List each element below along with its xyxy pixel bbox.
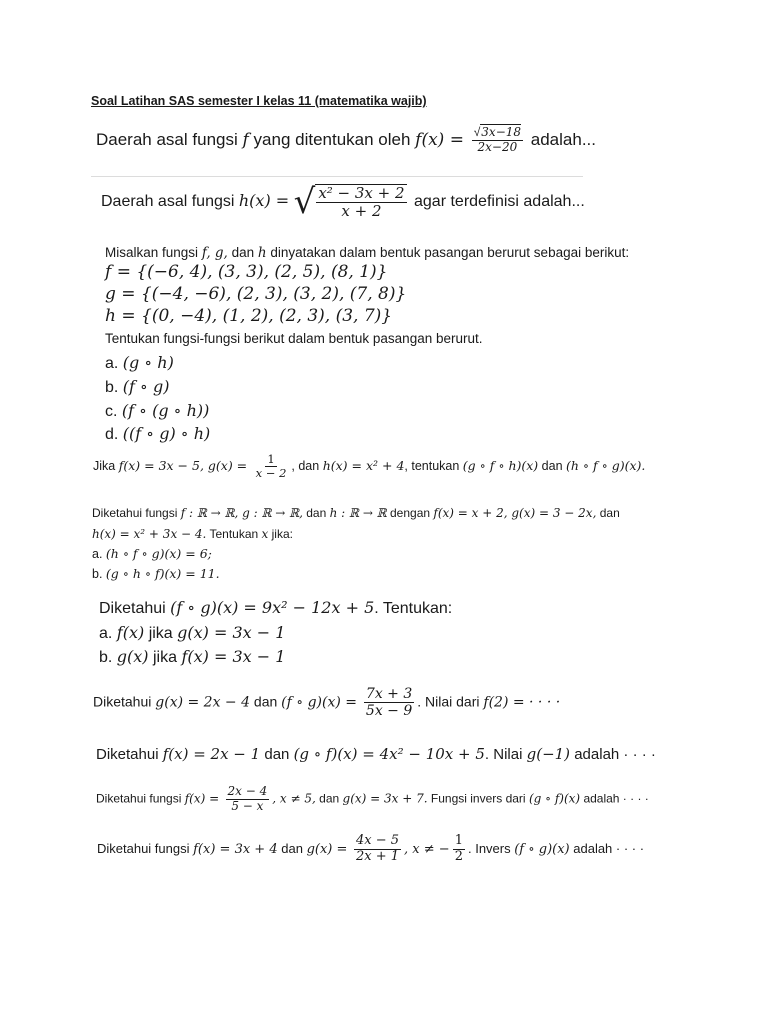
q3-set-g: g = {(−4, −6), (2, 3), (3, 2), (7, 8)} bbox=[105, 284, 407, 304]
q1-den: 2x−20 bbox=[477, 139, 518, 154]
q3-item-c-label: c. bbox=[105, 403, 118, 420]
q5-line1-e: f(x) = x + 2, g(x) = 3 − 2x, bbox=[433, 506, 597, 520]
q4-den: x − 2 bbox=[255, 466, 287, 481]
q7-mid: dan bbox=[253, 693, 278, 710]
q1-f: f bbox=[242, 129, 249, 150]
page-title: Soal Latihan SAS semester I kelas 11 (matematika wajib) bbox=[91, 94, 427, 108]
q10-den: 2x + 1 bbox=[356, 848, 400, 864]
q10-f: f(x) = 3x + 4 bbox=[193, 841, 278, 857]
q10-expr: (f ∘ g)(x) bbox=[514, 841, 570, 857]
q5-line2-e: h(x) = x² + 3x − 4. bbox=[92, 527, 207, 541]
q5-b-expr: (g ∘ h ∘ f)(x) = 11. bbox=[105, 566, 220, 581]
q2-num: x² − 3x + 2 bbox=[318, 183, 405, 202]
q5-item-b bbox=[92, 566, 220, 581]
question-9 bbox=[96, 785, 649, 814]
q8-prefix: Diketahui bbox=[96, 746, 159, 763]
q7-val: f(2) = · · · · bbox=[483, 694, 561, 711]
q7-num: 7x + 3 bbox=[365, 686, 413, 702]
q10-tail: . Invers bbox=[467, 840, 511, 856]
q3-item-c bbox=[105, 401, 209, 421]
q3-item-a-expr: (g ∘ h) bbox=[122, 353, 174, 372]
q1-mid: yang ditentukan oleh bbox=[253, 129, 411, 149]
q4-mid2: , tentukan bbox=[404, 459, 460, 474]
q1-suffix: adalah... bbox=[530, 129, 596, 149]
q3-item-d-expr: ((f ∘ g) ∘ h) bbox=[122, 424, 211, 443]
q9-den: 5 − x bbox=[231, 798, 264, 813]
q2-sqrt: √ $\frac{\text{x² − 3x + 2}}{x + 2}$ bbox=[293, 182, 405, 222]
q3-item-a bbox=[105, 353, 174, 373]
q4-fg: f(x) = 3x − 5, g(x) = bbox=[118, 458, 248, 474]
q3-set-f: f = {(−6, 4), (3, 3), (2, 5), (8, 1)} bbox=[105, 262, 388, 282]
q6-b-mid: jika bbox=[153, 649, 178, 666]
question-8 bbox=[96, 745, 656, 763]
q8-f: f(x) = 2x − 1 bbox=[162, 745, 261, 763]
question-5-line2 bbox=[92, 527, 293, 541]
q1-prefix: Daerah asal fungsi bbox=[96, 129, 238, 149]
q2-den: x + 2 bbox=[341, 202, 382, 220]
q6-b-e1: g(x) bbox=[116, 647, 149, 666]
q8-end: adalah · · · · bbox=[574, 746, 656, 763]
question-4 bbox=[93, 453, 645, 480]
q7-tail: . Nilai dari bbox=[417, 693, 480, 710]
q7-fraction bbox=[364, 686, 414, 719]
q5-a-expr: (h ∘ f ∘ g)(x) = 6; bbox=[105, 546, 212, 561]
q10-end: adalah · · · · bbox=[573, 840, 645, 856]
q6-suffix: . Tentukan: bbox=[374, 600, 453, 617]
q3-item-b-label: b. bbox=[105, 379, 119, 396]
q5-line2-c: jika: bbox=[271, 527, 293, 541]
q6-expr: (f ∘ g)(x) = 9x² − 12x + 5 bbox=[170, 598, 375, 617]
q7-g: g(x) = 2x − 4 bbox=[155, 694, 251, 711]
q2-prefix: Daerah asal fungsi bbox=[101, 193, 235, 211]
q4-expr1: (g ∘ f ∘ h)(x) bbox=[462, 458, 539, 474]
question-1 bbox=[96, 126, 596, 155]
q3-set-h: h = {(0, −4), (1, 2), (2, 3), (3, 7)} bbox=[105, 306, 393, 326]
q2-suffix: agar terdefinisi adalah... bbox=[414, 193, 585, 211]
q4-mid1: , dan bbox=[291, 459, 320, 474]
question-5-line1 bbox=[92, 506, 620, 520]
q9-prefix: Diketahui fungsi bbox=[96, 791, 182, 806]
q9-expr: (g ∘ f)(x) bbox=[528, 791, 581, 806]
q8-mid: dan bbox=[264, 746, 290, 763]
q10-cnum: 1 bbox=[454, 833, 463, 848]
question-3-intro bbox=[105, 245, 629, 261]
q10-num: 4x − 5 bbox=[356, 833, 400, 848]
q5-line2-b: Tentukan bbox=[209, 527, 259, 541]
question-7 bbox=[93, 686, 560, 719]
q4-mid3: dan bbox=[541, 459, 563, 474]
divider bbox=[91, 176, 583, 177]
q7-den: 5x − 9 bbox=[365, 703, 413, 720]
q10-cond: , x ≠ − bbox=[404, 841, 450, 857]
q4-h: h(x) = x² + 4 bbox=[322, 458, 405, 474]
q9-mid: dan bbox=[319, 791, 340, 806]
q3-intro-c: dinyatakan dalam bentuk pasangan berurut sebagai berikut: bbox=[270, 245, 630, 260]
q9-cond: , x ≠ 5, bbox=[272, 791, 316, 806]
question-10 bbox=[97, 834, 644, 865]
q3-item-c-expr: (f ∘ (g ∘ h)) bbox=[121, 401, 210, 420]
q6-item-b bbox=[99, 647, 285, 667]
q8-tail: . Nilai bbox=[484, 746, 523, 763]
q5-line1-a: Diketahui fungsi bbox=[92, 506, 178, 520]
q3-item-b-expr: (f ∘ g) bbox=[122, 377, 170, 396]
q9-lhs: f(x) = bbox=[184, 791, 220, 806]
q3-intro-a: Misalkan fungsi bbox=[105, 245, 199, 260]
q7-prefix: Diketahui bbox=[93, 693, 152, 710]
q1-fraction: $\frac{√3x-18}{2x-20}$ bbox=[473, 125, 522, 154]
q5-line1-d: dan bbox=[599, 506, 620, 520]
q10-lhs: g(x) = bbox=[306, 841, 348, 857]
q1-lhs: f(x) = bbox=[415, 129, 464, 150]
q10-fraction bbox=[354, 834, 401, 865]
q9-end: adalah · · · · bbox=[583, 791, 649, 806]
q3-intro-b: dan bbox=[231, 245, 255, 260]
q9-fraction bbox=[226, 785, 270, 814]
q4-fraction bbox=[254, 453, 289, 480]
q10-cden: 2 bbox=[454, 848, 463, 864]
q3-item-a-label: a. bbox=[105, 355, 119, 372]
q3-instruction: Tentukan fungsi-fungsi berikut dalam bentuk pasangan berurut. bbox=[105, 331, 483, 346]
q5-item-a bbox=[92, 546, 212, 561]
q5-line1-h: h : ℝ → ℝ bbox=[329, 506, 387, 520]
q3-intro-h: h bbox=[257, 245, 267, 261]
question-6 bbox=[99, 598, 452, 618]
q8-gf: (g ∘ f)(x) = 4x² − 10x + 5 bbox=[293, 745, 485, 763]
q6-a-e2: g(x) = 3x − 1 bbox=[177, 623, 286, 642]
q3-item-d-label: d. bbox=[105, 426, 119, 443]
q5-line1-c: dengan bbox=[390, 506, 431, 520]
q6-b-label: b. bbox=[99, 649, 113, 666]
question-2 bbox=[101, 182, 585, 222]
q4-num: 1 bbox=[267, 452, 275, 466]
q3-item-d bbox=[105, 424, 210, 444]
q4-expr2: (h ∘ f ∘ g)(x). bbox=[566, 458, 646, 474]
q5-b-label: b. bbox=[92, 567, 103, 581]
q5-line2-x: x bbox=[261, 527, 269, 541]
q5-line1-b: dan bbox=[306, 506, 327, 520]
q6-a-label: a. bbox=[99, 625, 113, 642]
q3-intro-vars: f, g, bbox=[201, 245, 228, 261]
q10-mid: dan bbox=[281, 840, 303, 856]
q10-prefix: Diketahui fungsi bbox=[97, 840, 190, 856]
q7-fg: (f ∘ g)(x) = bbox=[281, 694, 358, 711]
q1-sqrt-arg: 3x−18 bbox=[481, 125, 522, 139]
q6-b-e2: f(x) = 3x − 1 bbox=[181, 647, 286, 666]
q5-a-label: a. bbox=[92, 547, 103, 561]
q2-lhs: h(x) = bbox=[238, 191, 290, 211]
q6-prefix: Diketahui bbox=[99, 600, 166, 617]
q9-num: 2x − 4 bbox=[227, 784, 268, 798]
q8-val: g(−1) bbox=[526, 745, 571, 763]
q6-a-mid: jika bbox=[148, 625, 173, 642]
q9-g: g(x) = 3x + 7. bbox=[342, 791, 428, 806]
q9-tail: Fungsi invers dari bbox=[430, 791, 526, 806]
q6-a-e1: f(x) bbox=[116, 623, 145, 642]
q6-item-a bbox=[99, 623, 285, 643]
q4-prefix: Jika bbox=[93, 459, 116, 474]
q3-item-b bbox=[105, 377, 169, 397]
q5-line1-f: f : ℝ → ℝ, g : ℝ → ℝ, bbox=[180, 506, 303, 520]
q10-cond-fraction bbox=[453, 834, 465, 865]
